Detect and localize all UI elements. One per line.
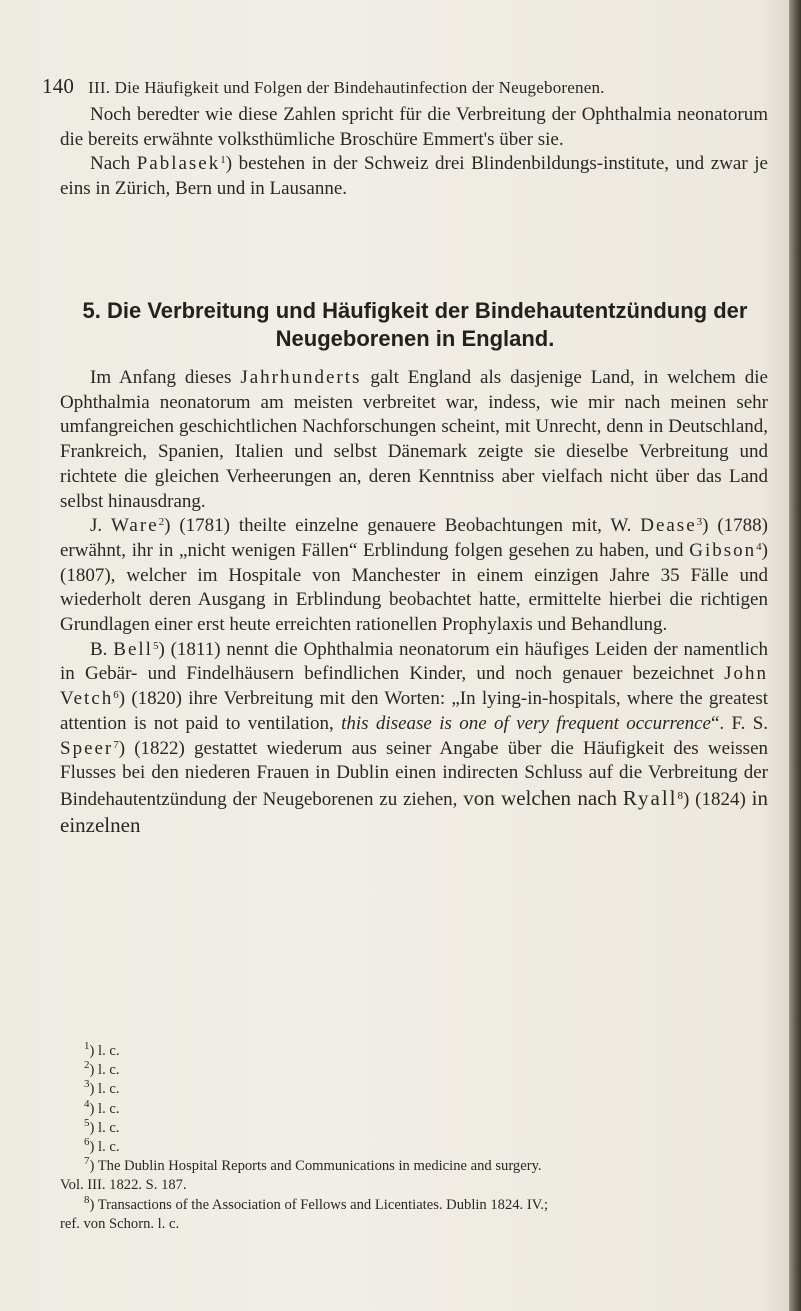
- english-quote-italic: this disease is one of very frequent occurrence: [341, 712, 711, 734]
- author-name: Pablasek: [136, 153, 221, 175]
- footnote-ref: 7: [113, 738, 119, 751]
- footnote-ref: 3: [696, 516, 703, 529]
- author-name: Bell: [113, 638, 153, 660]
- footnote-1: $^1$) l. c.: [84, 1040, 120, 1059]
- body-paragraph-1: Im Anfang dieses Jahrhunderts galt England als dasjenige Land, in welchem die Ophthalmia neonatorum am meisten verbreitet war, indess, wie mir nach meinen sehr umfangreichen geschichtlichen Nachforschungen scheint, mit Unrecht, denn in Deutschland, Frankreich, Spanien, Italien und selbst Dänemark zeigte sie dieselbe Verbreitung und richtete die gleichen Verheerungen an, deren Kenntniss aber vielfach nicht über das Land selbst hinausdrang.: [60, 367, 768, 512]
- intro-paragraph-2: Nach Pablasek$^1$) bestehen in der Schweiz drei Blindenbildungs-institute, und zwar je eins in Zürich, Bern und in Lausanne.: [60, 153, 768, 200]
- running-header: [42, 74, 762, 99]
- footnotes: [60, 1042, 768, 1234]
- body-paragraph-2: J. Ware$^2$) (1781) theilte einzelne genauere Beobachtungen mit, W. Dease$^3$) (1788) erwähnt, ihr in „nicht wenigen Fällen“ Erblindung folgen gesehen zu haben, und Gibson$^4$) (1807), welcher im Hospitale von Manchester in einem einzigen Jahre 35 Fälle und wiederholt deren Ausgang in Erblindung beobachtet hatte, ermittelte hierbei die richtigen Grundlagen einer erst heute erreichten rationellen Prophylaxis und Behandlung.: [60, 515, 768, 636]
- footnote-6: $^6$) l. c.: [84, 1136, 120, 1156]
- footnote-7: $^7$) The Dublin Hospital Reports and Communications in medicine and surgery.: [84, 1155, 542, 1175]
- running-title: III. Die Häufigkeit und Folgen der Bindehautinfection der Neugeborenen.: [88, 78, 605, 97]
- intro-paragraph-1: Noch beredter wie diese Zahlen spricht für die Verbreitung der Ophthalmia neonatorum die bereits erwähnte volksthümliche Broschüre Emmert's über sie.: [60, 104, 768, 150]
- footnote-ref: 4: [756, 540, 762, 553]
- footnote-ref: 1: [220, 154, 226, 167]
- footnote-7-continued: Vol. III. 1822. S. 187.: [60, 1177, 187, 1194]
- section-heading: [60, 297, 770, 353]
- footnote-8-continued: ref. von Schorn. l. c.: [60, 1215, 180, 1232]
- book-spine-edge: [789, 0, 801, 1311]
- body-paragraph-3: B. Bell$^5$) (1811) nennt die Ophthalmia neonatorum ein häufiges Leiden der namentlich in Gebär- und Findelhäusern befindlichen Kinder, und noch genauer bezeichnet John Vetch$^6$) (1820) ihre Verbreitung mit den Worten: „In lying-in-hospitals, where the greatest attention is not paid to ventilation, this disease is one of very frequent occurrence“. F. S. Speer$^7$) (1822) gestattet wiederum aus seiner Angabe über die Häufigkeit des weissen Flusses bei den niederen Frauen in Dublin einen indirecten Schluss auf die Verbreitung der Bindehautentzündung der Neugeborenen zu ziehen, von welchen nach Ryall$^8$) (1824) in einzelnen: [60, 638, 769, 837]
- author-name: John Vetch: [60, 663, 768, 710]
- footnote-2: $^2$) l. c.: [84, 1059, 120, 1079]
- intro-text: [60, 103, 768, 202]
- author-name: Dease: [640, 515, 697, 537]
- footnote-4: $^4$) l. c.: [84, 1097, 120, 1117]
- author-name: Gibson: [689, 539, 757, 561]
- section-heading-line-2: Neugeborenen in England.: [275, 326, 555, 351]
- footnote-ref: 6: [113, 689, 119, 702]
- footnote-5: $^5$) l. c.: [84, 1116, 120, 1136]
- footnote-ref: 2: [158, 516, 165, 529]
- main-text: [60, 366, 768, 839]
- footnote-ref: 8: [677, 789, 684, 802]
- section-heading-line-1: 5. Die Verbreitung und Häufigkeit der Bindehautentzündung der: [82, 298, 748, 323]
- author-name: Ware: [111, 515, 159, 537]
- author-name: Ryall: [622, 785, 678, 810]
- footnote-ref: 5: [152, 639, 159, 652]
- footnote-8: $^8$) Transactions of the Association of Fellows and Licentiates. Dublin 1824. IV.;: [84, 1193, 549, 1213]
- footnote-3: $^3$) l. c.: [84, 1078, 120, 1098]
- author-name: Speer: [60, 737, 114, 759]
- page-number: 140: [42, 74, 75, 98]
